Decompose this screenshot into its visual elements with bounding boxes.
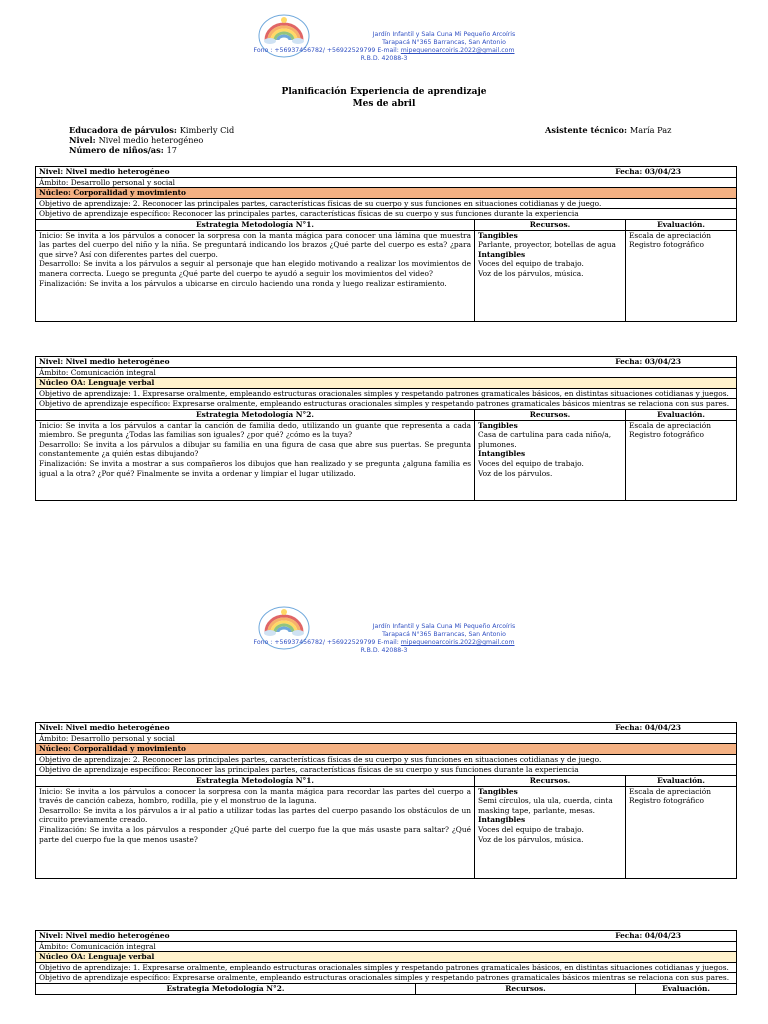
inicio-text: Inicio: Se invita a los párvulos a conocer la sorpresa con la manta mágica para recordar las partes del cuerpo a través de canción cabeza, hombro, rodilla, pie y el monstruo de la laguna.	[39, 786, 471, 806]
objetivo-especifico-row: Objetivo de aprendizaje específico: Reconocer las principales partes, características físicas de su cuerpo y sus funciones durante la experiencia	[36, 765, 737, 776]
estrategia-cell	[36, 420, 475, 500]
educator-info: Educadora de párvulos: Kimberly Cid Nivel: Nivel medio heterogéneo Número de niños/as: 17	[69, 125, 235, 155]
nivel-row: Nivel: Nivel medio heterogéneo Fecha: 04/04/23	[36, 931, 737, 942]
fecha-label: Fecha: 04/04/23	[615, 723, 682, 732]
fecha-label: Fecha: 04/04/23	[615, 931, 682, 940]
planning-table	[35, 356, 737, 501]
finalizacion-text: Finalización: Se invita a los párvulos a ubicarse en circulo haciendo una ronda y luego realizar estiramiento.	[39, 278, 447, 288]
school-header	[0, 14, 768, 94]
recursos-header: Recursos.	[475, 775, 626, 786]
assistant-info: Asistente técnico: María Paz	[545, 125, 672, 135]
evaluacion-cell: Escala de apreciación Registro fotográfico	[626, 420, 737, 500]
estrategia-header: Estrategia Metodología N°1.	[36, 775, 475, 786]
objetivo-row: Objetivo de aprendizaje: 1. Expresarse oralmente, empleando estructuras oracionales simples y respetando patrones gramaticales básicos, en distintas situaciones cotidianas y juegos.	[36, 962, 737, 973]
ambito-row: Ámbito: Comunicación integral	[36, 941, 737, 952]
nivel-row: Nivel: Nivel medio heterogéneo Fecha: 03/04/23	[36, 167, 737, 178]
recursos-cell: Tangibles Casa de cartulina para cada niño/a, plumones. Intangibles Voces del equipo de trabajo. Voz de los párvulos.	[475, 420, 626, 500]
desarrollo-text: Desarrollo: Se invita a los párvulos a dibujar su familia en una figura de casa que abre sus puertas. Se pregunta constantemente ¿a quién estas dibujando?	[39, 439, 471, 459]
school-rbd: R.B.D. 42088-3	[360, 647, 408, 654]
evaluacion-cell: Escala de apreciación Registro fotográfico	[626, 230, 737, 321]
estrategia-header: Estrategia Metodología N°1.	[36, 219, 475, 230]
recursos-cell: Tangibles Semi círculos, ula ula, cuerda, cinta masking tape, parlante, mesas. Intangibles Voces del equipo de trabajo. Voz de los párvulos, música.	[475, 786, 626, 878]
nucleo-row: Núcleo: Corporalidad y movimiento	[36, 188, 737, 199]
desarrollo-text: Desarrollo: Se invita a los párvulos a seguir al personaje que han elegido motivando a realizar los movimientos de manera correcta. Luego se pregunta ¿Qué parte del cuerpo te ayudó a seguir los movimientos del video?	[39, 259, 471, 278]
estrategia-cell	[36, 230, 475, 321]
ambito-row: Ámbito: Desarrollo personal y social	[36, 733, 737, 744]
objetivo-row: Objetivo de aprendizaje: 1. Expresarse oralmente, empleando estructuras oracionales simples y respetando patrones gramaticales básicos, en distintas situaciones cotidianas y juegos.	[36, 388, 737, 399]
nucleo-row: Núcleo OA: Lenguaje verbal	[36, 952, 737, 963]
evaluacion-header: Evaluación.	[626, 775, 737, 786]
school-address: Tarapacá N°365 Barrancas, San Antonio	[382, 39, 506, 46]
evaluacion-header: Evaluación.	[636, 983, 737, 994]
page-title: Planificación Experiencia de aprendizaje	[281, 87, 487, 97]
school-address: Tarapacá N°365 Barrancas, San Antonio	[382, 631, 506, 638]
nivel-row: Nivel: Nivel medio heterogéneo Fecha: 03/04/23	[36, 357, 737, 368]
evaluacion-header: Evaluación.	[626, 409, 737, 420]
email-link[interactable]: mipequenoarcoiris.2022@gmail.com	[400, 47, 515, 54]
school-header	[0, 606, 768, 686]
school-name: Jardín Infantil y Sala Cuna Mi Pequeño Arcoíris	[372, 31, 516, 38]
fecha-label: Fecha: 03/04/23	[615, 167, 682, 176]
desarrollo-text: Desarrollo: Se invita a los párvulos a ir al patio a utilizar todas las partes del cuerpo pasando los obstáculos de un circuito previamente creado.	[39, 805, 471, 825]
finalizacion-text: Finalización: Se invita a mostrar a sus compañeros los dibujos que han realizado y se pregunta ¿alguna familia es igual a la otra? ¿Por qué? Finalmente se invita a ordenar y limpiar el lugar utilizado.	[39, 458, 471, 478]
planning-table	[35, 722, 737, 879]
nivel-row: Nivel: Nivel medio heterogéneo Fecha: 04/04/23	[36, 723, 737, 734]
inicio-text: Inicio: Se invita a los párvulos a conocer la sorpresa con la manta mágica para conocer una lámina que muestra las partes del cuerpo del niño y la niña. Se preguntará indicando los brazos ¿Qué parte del cuerpo es esta? ¿para que sirve? Así con diferentes partes del cuerpo.	[39, 230, 471, 259]
school-name: Jardín Infantil y Sala Cuna Mi Pequeño Arcoíris	[372, 623, 516, 630]
nucleo-row: Núcleo: Corporalidad y movimiento	[36, 744, 737, 755]
page-subtitle: Mes de abril	[352, 99, 416, 109]
planning-table	[35, 166, 737, 322]
ambito-row: Ámbito: Comunicación integral	[36, 367, 737, 378]
school-contact: Fono : +56937456782/ +56922529799 E-mail: mipequenoarcoiris.2022@gmail.com	[253, 639, 515, 646]
evaluacion-cell: Escala de apreciación Registro fotográfico	[626, 786, 737, 878]
objetivo-especifico-row: Objetivo de aprendizaje específico: Expresarse oralmente, empleando estructuras oracionales simples y respetando patrones gramaticales básicos mientras se relaciona con sus pares.	[36, 973, 737, 984]
nucleo-row: Núcleo OA: Lenguaje verbal	[36, 378, 737, 389]
objetivo-especifico-row: Objetivo de aprendizaje específico: Reconocer las principales partes, características físicas de su cuerpo y sus funciones durante la experiencia	[36, 209, 737, 220]
estrategia-header: Estrategia Metodología N°2.	[36, 409, 475, 420]
estrategia-header: Estrategia Metodología N°2.	[36, 983, 416, 994]
objetivo-row: Objetivo de aprendizaje: 2. Reconocer las principales partes, características físicas de su cuerpo y sus funciones en situaciones cotidianas y de juego.	[36, 198, 737, 209]
evaluacion-header: Evaluación.	[626, 219, 737, 230]
inicio-text: Inicio: Se invita a los párvulos a cantar la canción de familia dedo, utilizando un guante que representa a cada miembro. Se pregunta ¿Todas las familias son iguales? ¿por qué? ¿cómo es la tuya?	[39, 420, 471, 440]
fecha-label: Fecha: 03/04/23	[615, 357, 682, 366]
email-link[interactable]: mipequenoarcoiris.2022@gmail.com	[400, 639, 515, 646]
recursos-header: Recursos.	[475, 219, 626, 230]
finalizacion-text: Finalización: Se invita a los párvulos a responder ¿Qué parte del cuerpo fue la que más usaste para saltar? ¿Qué parte del cuerpo fue la que menos usaste?	[39, 824, 471, 844]
school-contact: Fono : +56937456782/ +56922529799 E-mail: mipequenoarcoiris.2022@gmail.com	[253, 47, 515, 54]
planning-table	[35, 930, 737, 995]
objetivo-row: Objetivo de aprendizaje: 2. Reconocer las principales partes, características físicas de su cuerpo y sus funciones en situaciones cotidianas y de juego.	[36, 754, 737, 765]
recursos-header: Recursos.	[475, 409, 626, 420]
estrategia-cell	[36, 786, 475, 878]
school-rbd: R.B.D. 42088-3	[360, 55, 408, 62]
recursos-cell: Tangibles Parlante, proyector, botellas de agua Intangibles Voces del equipo de trabajo. Voz de los párvulos, música.	[475, 230, 626, 321]
recursos-header: Recursos.	[416, 983, 636, 994]
objetivo-especifico-row: Objetivo de aprendizaje específico: Expresarse oralmente, empleando estructuras oracionales simples y respetando patrones gramaticales básicos mientras se relaciona con sus pares.	[36, 399, 737, 410]
ambito-row: Ámbito: Desarrollo personal y social	[36, 177, 737, 188]
